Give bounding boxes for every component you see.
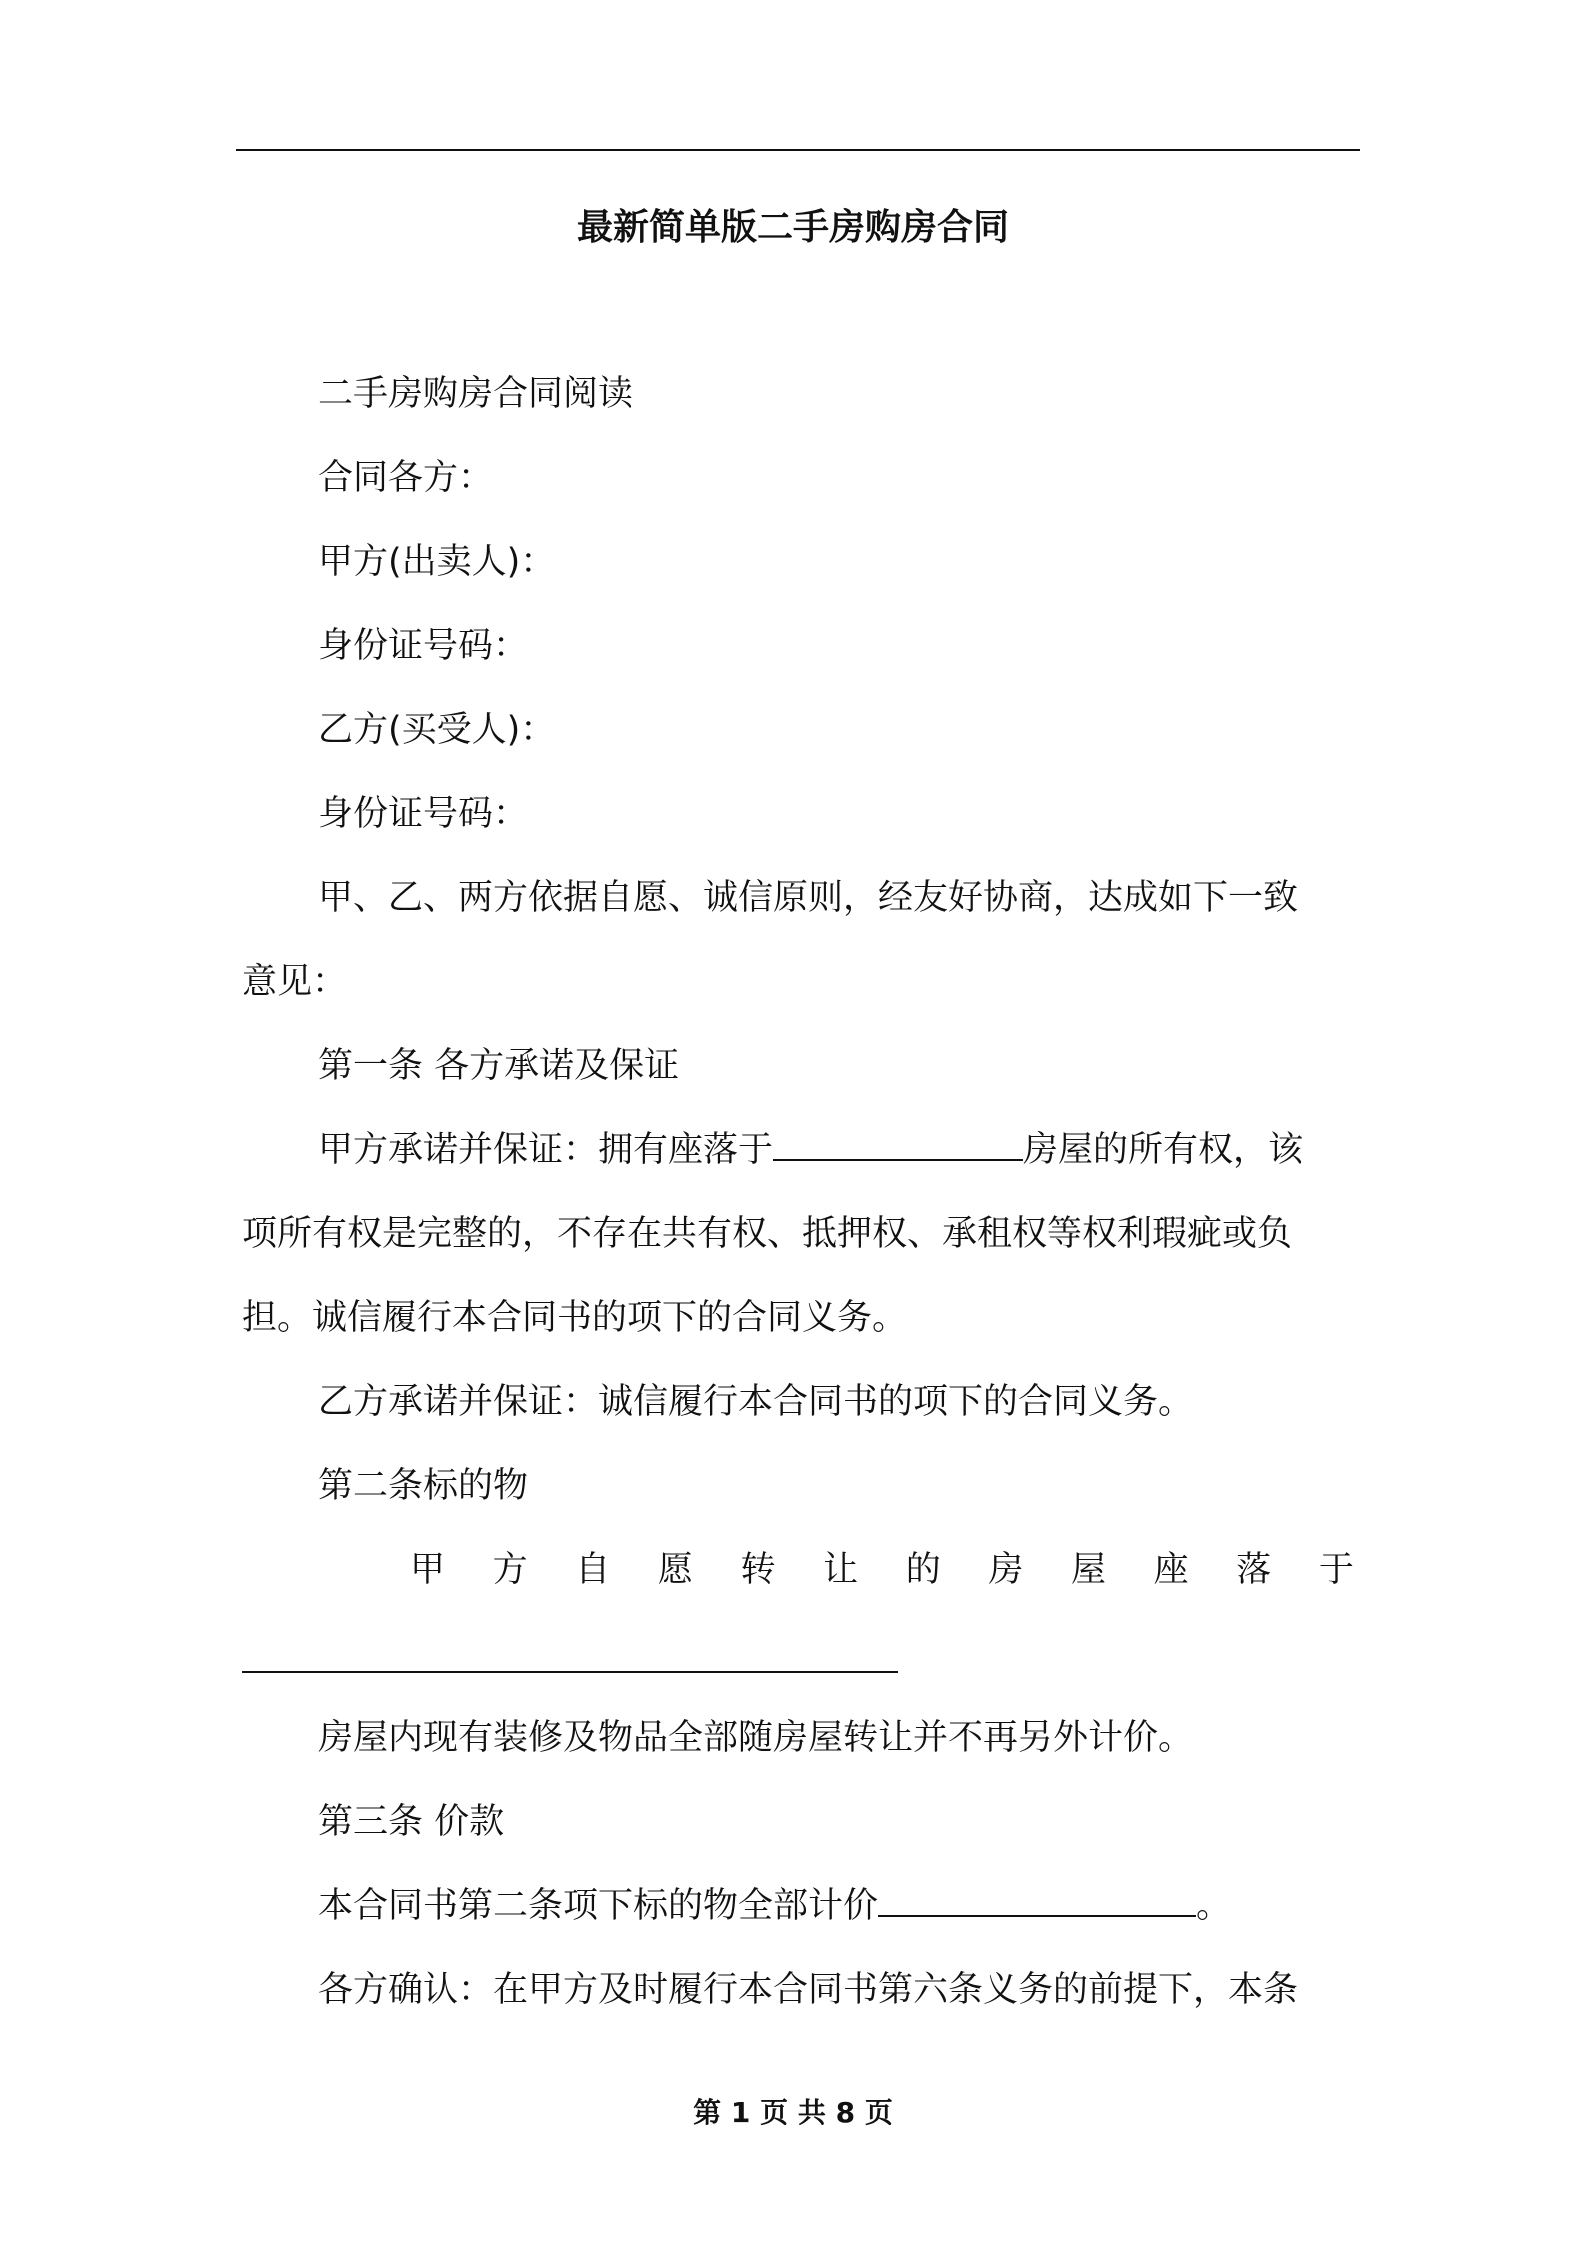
spaced-char: 屋: [1071, 1550, 1107, 1590]
paragraph-line: 合同各方：: [318, 458, 494, 498]
paragraph-text: 甲方承诺并保证：拥有座落于: [318, 1130, 774, 1170]
paragraph-text: 本合同书第二条项下标的物全部计价: [318, 1886, 879, 1926]
spaced-char: 甲: [410, 1550, 446, 1590]
spaced-char: 于: [1318, 1550, 1354, 1590]
paragraph-line: 身份证号码：: [318, 794, 529, 834]
paragraph-line: [318, 1878, 1231, 1934]
blank-underline: [878, 1883, 1196, 1917]
section-heading: 第二条标的物: [318, 1466, 529, 1506]
paragraph-line: [318, 1122, 1303, 1178]
document-title: 最新简单版二手房购房合同: [576, 207, 1009, 248]
spaced-char: 转: [740, 1550, 776, 1590]
spaced-char: 座: [1153, 1550, 1189, 1590]
spaced-char: 让: [823, 1550, 859, 1590]
paragraph-line: 乙方承诺并保证：诚信履行本合同书的项下的合同义务。: [318, 1382, 1194, 1422]
header-rule: [236, 149, 1360, 151]
paragraph-line: 担。诚信履行本合同书的项下的合同义务。: [242, 1298, 908, 1338]
paragraph-text: 。: [1196, 1886, 1232, 1926]
spaced-char: 自: [575, 1550, 611, 1590]
section-heading: 第三条 价款: [318, 1802, 505, 1842]
paragraph-line: 意见：: [242, 962, 348, 1002]
paragraph-line: 乙方(买受人)：: [318, 710, 556, 750]
paragraph-line: 甲、乙、两方依据自愿、诚信原则，经友好协商，达成如下一致: [318, 878, 1299, 918]
section-heading: 第一条 各方承诺及保证: [318, 1046, 680, 1086]
paragraph-line: 二手房购房合同阅读: [318, 374, 634, 414]
spaced-paragraph-line: [410, 1542, 1354, 1598]
page-number: 第 1 页 共 8 页: [693, 2096, 893, 2129]
spaced-char: 方: [492, 1550, 528, 1590]
blank-underline: [773, 1127, 1023, 1161]
paragraph-line: 各方确认：在甲方及时履行本合同书第六条义务的前提下，本条: [318, 1970, 1299, 2010]
paragraph-line: 房屋内现有装修及物品全部随房屋转让并不再另外计价。: [318, 1718, 1194, 1758]
spaced-char: 的: [905, 1550, 941, 1590]
paragraph-line: 甲方(出卖人)：: [318, 542, 556, 582]
spaced-char: 房: [988, 1550, 1024, 1590]
paragraph-line: 项所有权是完整的，不存在共有权、抵押权、承租权等权利瑕疵或负: [242, 1214, 1293, 1254]
paragraph-text: 房屋的所有权，该: [1023, 1130, 1304, 1170]
spaced-char: 落: [1236, 1550, 1272, 1590]
spaced-char: 愿: [657, 1550, 693, 1590]
paragraph-line: 身份证号码：: [318, 626, 529, 666]
blank-underline-long: [242, 1671, 898, 1673]
